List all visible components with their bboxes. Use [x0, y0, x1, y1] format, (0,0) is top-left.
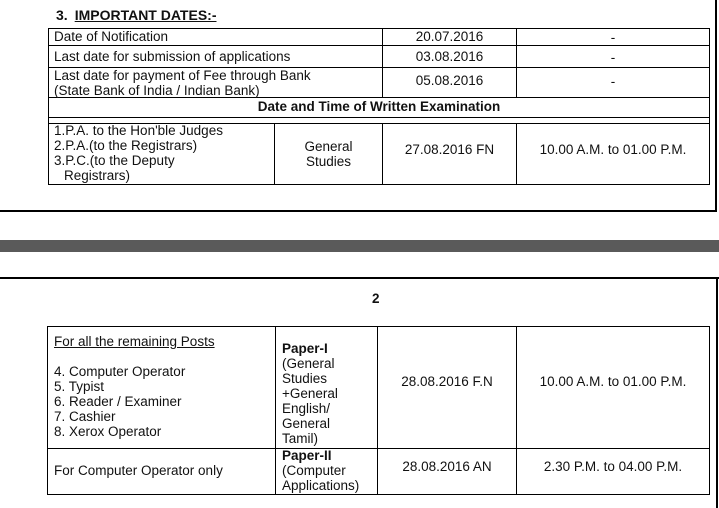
- post-4: 4. Computer Operator: [54, 364, 186, 379]
- paper1-line4: English/: [282, 401, 331, 416]
- paper2-title: Paper-II: [282, 448, 332, 463]
- row-fee-date: 05.08.2016: [415, 73, 484, 88]
- page-separator: [0, 240, 719, 252]
- paper2-date: 28.08.2016 AN: [402, 459, 492, 474]
- row-submission-label: Last date for submission of applications: [54, 49, 291, 64]
- post-2: 2.P.A.(to the Registrars): [54, 138, 198, 153]
- post-5: 5. Typist: [54, 379, 105, 394]
- exam-header: Date and Time of Written Examination: [257, 99, 501, 114]
- row-notification-label: Date of Notification: [54, 29, 169, 44]
- paper2-line2: Applications): [282, 478, 360, 493]
- post-8: 8. Xerox Operator: [54, 424, 162, 439]
- paper1-line3: +General: [282, 386, 338, 401]
- remaining-posts-heading: For all the remaining Posts: [54, 334, 215, 349]
- row-fee-remark: -: [610, 74, 616, 89]
- post-1: 1.P.A. to the Hon'ble Judges: [54, 123, 223, 138]
- exam-subject-line1: General: [304, 139, 353, 154]
- row-submission-remark: -: [610, 50, 616, 65]
- exam-date: 27.08.2016 FN: [404, 142, 495, 157]
- paper1-date: 28.08.2016 F.N: [401, 374, 493, 389]
- paper1-time: 10.00 A.M. to 01.00 P.M.: [539, 374, 687, 389]
- page-number: 2: [372, 291, 380, 306]
- paper1-line2: Studies: [282, 371, 328, 386]
- paper1-title: Paper-I: [282, 341, 328, 356]
- section-number: 3.: [56, 7, 68, 23]
- row-submission-date: 03.08.2016: [415, 49, 484, 64]
- row-notification-remark: -: [610, 30, 616, 45]
- post-6: 6. Reader / Examiner: [54, 394, 182, 409]
- post-7: 7. Cashier: [54, 409, 116, 424]
- exam-time: 10.00 A.M. to 01.00 P.M.: [539, 142, 687, 157]
- computer-operator-label: For Computer Operator only: [54, 463, 223, 478]
- paper1-line6: Tamil): [282, 431, 318, 446]
- paper2-line1: (Computer: [282, 463, 346, 478]
- row-fee-label-line2: (State Bank of India / Indian Bank): [54, 83, 260, 98]
- row-notification-date: 20.07.2016: [415, 29, 484, 44]
- row-fee-label-line1: Last date for payment of Fee through Bank: [54, 68, 311, 83]
- section-title: IMPORTANT DATES:-: [74, 7, 217, 23]
- paper1-line5: General: [282, 416, 331, 431]
- post-3: 3.P.C.(to the Deputy: [54, 153, 175, 168]
- post-3-cont: Registrars): [64, 168, 131, 183]
- exam-subject-line2: Studies: [305, 154, 352, 169]
- paper2-time: 2.30 P.M. to 04.00 P.M.: [543, 459, 683, 474]
- section-heading: [56, 7, 217, 23]
- paper1-line1: (General: [282, 356, 335, 371]
